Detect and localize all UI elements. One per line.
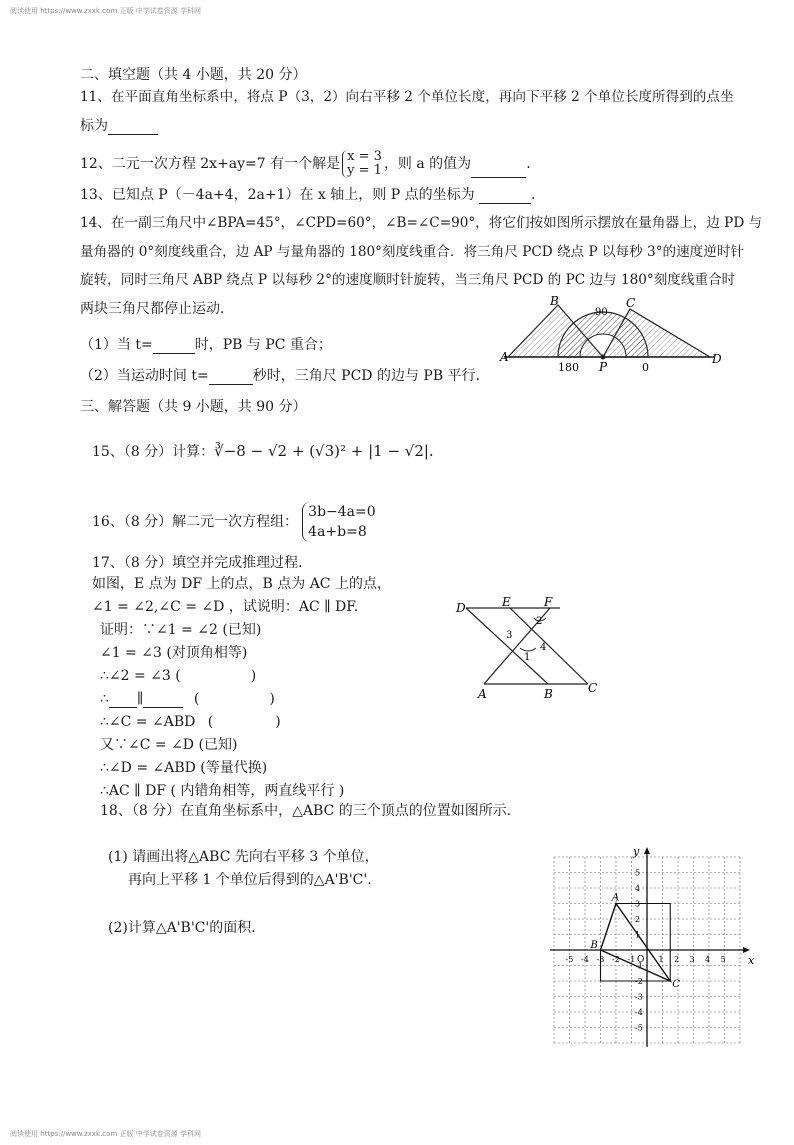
label-p: P — [599, 360, 608, 374]
label-c: C — [588, 681, 598, 695]
q17-line1: 如图，E 点为 DF 上的点，B 点为 AC 上的点， — [92, 576, 391, 592]
label-f: F — [544, 595, 553, 609]
q14-line1: 14、在一副三角尺中∠BPA=45°，∠CPD=60°，∠B=∠C=90°，将它们按如图所示摆放在量角器上，边 PD 与 — [80, 215, 763, 231]
q12-sys-top: x = 3 — [347, 149, 382, 164]
q17-line7-paren-close: ) — [275, 714, 281, 730]
label-3: 3 — [506, 630, 513, 641]
x-tick-label: -4 — [581, 955, 589, 964]
label-b: B — [550, 294, 559, 308]
q17-line8: 又∵∠C = ∠D (已知) — [100, 737, 238, 753]
q14-line4: 两块三角尺都停止运动． — [80, 301, 234, 317]
q17-line5-end: ) — [250, 668, 257, 684]
q17-line7 — [100, 713, 281, 731]
q14-line3: 旋转，同时三角尺 ABP 绕点 P 以每秒 2°的速度顺时针旋转，当三角尺 PCD 的 PC 边与 180°刻度线重合时 — [80, 272, 736, 288]
q16-system — [302, 502, 376, 542]
label-d: D — [712, 352, 722, 366]
label-c: C — [626, 296, 636, 310]
y-tick-label: 1 — [635, 930, 641, 940]
q17-line5 — [100, 667, 256, 685]
label-4: 4 — [540, 642, 547, 653]
q13-line — [80, 186, 536, 204]
q17-line6-blank1[interactable] — [109, 693, 137, 708]
q14-sub1-before: （1）当 t= — [80, 337, 153, 353]
x-tick-label: -2 — [612, 955, 620, 964]
q12-answer-blank[interactable] — [471, 163, 526, 178]
q15-expression: ∛−8 − √2 + (√3)² + |1 − √2|. — [214, 442, 434, 460]
q17-line2: ∠1 = ∠2,∠C = ∠D ，试说明：AC ∥ DF. — [92, 599, 359, 615]
q14-sub2 — [80, 367, 490, 385]
q14-sub2-blank[interactable] — [209, 370, 253, 385]
q17-line10: ∴AC ∥ DF ( 内错角相等，两直线平行 ) — [100, 783, 345, 799]
q12-after: ，则 a 的值为 — [383, 156, 472, 172]
q13-answer-blank[interactable] — [479, 189, 531, 204]
point-p — [601, 355, 606, 360]
q15-prefix: 15、（8 分）计算： — [92, 444, 215, 460]
y-tick-label: -5 — [635, 1023, 643, 1033]
q14-sub2-before: （2）当运动时间 t= — [80, 368, 209, 384]
q11-label: 标为 — [80, 118, 108, 134]
y-tick-label: -3 — [635, 992, 643, 1002]
x-axis-label: x — [748, 954, 755, 967]
q14-sub1-after: 时，PB 与 PC 重合； — [194, 337, 332, 353]
q11-answer-blank[interactable] — [108, 120, 158, 135]
label-1: 1 — [524, 652, 531, 663]
q17-line6-pre: ∴ — [100, 691, 109, 707]
q14-sub1-blank[interactable] — [153, 339, 195, 354]
q18-part1-a: (1) 请画出将△ABC 先向右平移 3 个单位， — [108, 849, 379, 865]
label-e: E — [502, 595, 511, 609]
header-left-text: 阅读使用 https://www.zxxk.com 正版 中学试卷资源 学科网 — [10, 7, 201, 15]
section2-title: 二、填空题（共 4 小题，共 20 分） — [80, 67, 307, 83]
section3-title: 三、解答题（共 9 小题，共 90 分） — [80, 399, 307, 415]
angle-mark-1 — [520, 648, 536, 651]
label-b: B — [544, 687, 553, 701]
q16-eq2: 4a+b=8 — [308, 524, 367, 540]
q18-coordinate-grid — [545, 840, 755, 1035]
x-tick-label: 2 — [674, 955, 680, 964]
q13-end: . — [531, 187, 536, 203]
x-axis-arrow — [743, 947, 750, 953]
q14-sub2-after: 秒时，三角尺 PCD 的边与 PB 平行． — [252, 368, 490, 384]
q17-line6-blank2[interactable] — [143, 693, 183, 708]
y-tick-label: -4 — [635, 1008, 643, 1017]
label-b: B — [590, 940, 598, 951]
q17-line4: ∠1 = ∠3 (对顶角相等) — [100, 645, 248, 661]
label-a: A — [612, 892, 620, 904]
q12-sys-bottom: y = 1 — [347, 163, 382, 178]
label-2: 2 — [536, 616, 543, 627]
q18-part1-b: 再向上平移 1 个单位后得到的△A'B'C'. — [128, 872, 372, 888]
y-tick-label: -2 — [635, 977, 643, 986]
q16-eq1: 3b−4a=0 — [308, 504, 376, 520]
x-tick-label: -3 — [596, 955, 605, 964]
q17-line7-paren-open: ( — [207, 714, 214, 730]
y-axis-label: y — [633, 845, 640, 858]
q17-line5-text: ∴∠2 = ∠3 ( — [100, 668, 181, 684]
label-180: 180 — [558, 361, 579, 374]
y-tick-label: 4 — [635, 884, 641, 893]
y-tick-label: -1 — [635, 961, 643, 971]
origin-label: O — [637, 955, 645, 965]
q18-title: 18、（8 分）在直角坐标系中，△ABC 的三个顶点的位置如图所示． — [100, 803, 521, 819]
label-a: A — [500, 350, 509, 364]
q14-protractor-figure — [500, 295, 725, 375]
label-d: D — [456, 601, 466, 615]
x-tick-label: 3 — [689, 955, 695, 964]
y-tick-label: 3 — [635, 899, 641, 909]
x-tick-label: 1 — [658, 955, 664, 964]
page-footer: 阅读使用 https://www.zxxk.com 正版 中学试卷资源 学科网 — [10, 1130, 201, 1138]
label-a: A — [478, 687, 487, 701]
label-0: 0 — [642, 361, 649, 374]
q17-line7-text: ∴∠C = ∠ABD — [100, 714, 196, 730]
q11-line2 — [80, 117, 158, 135]
q17-parallel-figure — [448, 596, 608, 702]
x-tick-label: -5 — [565, 955, 574, 964]
x-tick-label: 5 — [720, 955, 726, 964]
q15-line — [92, 442, 434, 461]
q13-text: 13、已知点 P（－4a+4，2a+1）在 x 轴上，则 P 点的坐标为 — [80, 187, 475, 203]
q18-part2: (2)计算△A'B'C'的面积． — [108, 920, 266, 936]
q17-line3: 证明：∵∠1 = ∠2 (已知) — [100, 622, 262, 638]
q11-line1: 11、在平面直角坐标系中，将点 P（3，2）向右平移 2 个单位长度，再向下平移 2 个单位长度所得到的点坐 — [80, 89, 734, 105]
x-tick-label: -1 — [627, 955, 636, 964]
y-axis-arrow — [644, 847, 650, 854]
q17-line9: ∴∠D = ∠ABD (等量代换) — [100, 760, 268, 776]
q12-before: 12、二元一次方程 2x+ay=7 有一个解是 — [80, 156, 341, 172]
x-tick-label: 4 — [705, 955, 711, 964]
page-header — [10, 6, 784, 16]
label-90: 90 — [595, 307, 608, 318]
q17-title: 17、（8 分）填空并完成推理过程． — [92, 555, 313, 571]
label-c: C — [672, 979, 680, 990]
y-tick-label: 2 — [635, 915, 641, 924]
q12-end: . — [526, 156, 531, 172]
line-ec — [510, 608, 588, 684]
q14-sub1 — [80, 336, 332, 354]
q16-prefix: 16、（8 分）解二元一次方程组： — [92, 514, 299, 530]
q17-line6-paren-close: ) — [269, 691, 275, 707]
q17-line6 — [100, 690, 275, 708]
q12-line — [80, 150, 531, 178]
q14-line2: 量角器的 0°刻度线重合，边 AP 与量角器的 180°刻度线重合．将三角尺 PCD 绕点 P 以每秒 3°的速度逆时针 — [80, 244, 745, 260]
q16-line — [92, 502, 376, 542]
q12-system — [342, 150, 382, 178]
q17-line6-paren-open: ( — [193, 691, 200, 707]
y-tick-label: 5 — [635, 868, 641, 878]
q17-line6-mid: ∥ — [136, 691, 144, 707]
